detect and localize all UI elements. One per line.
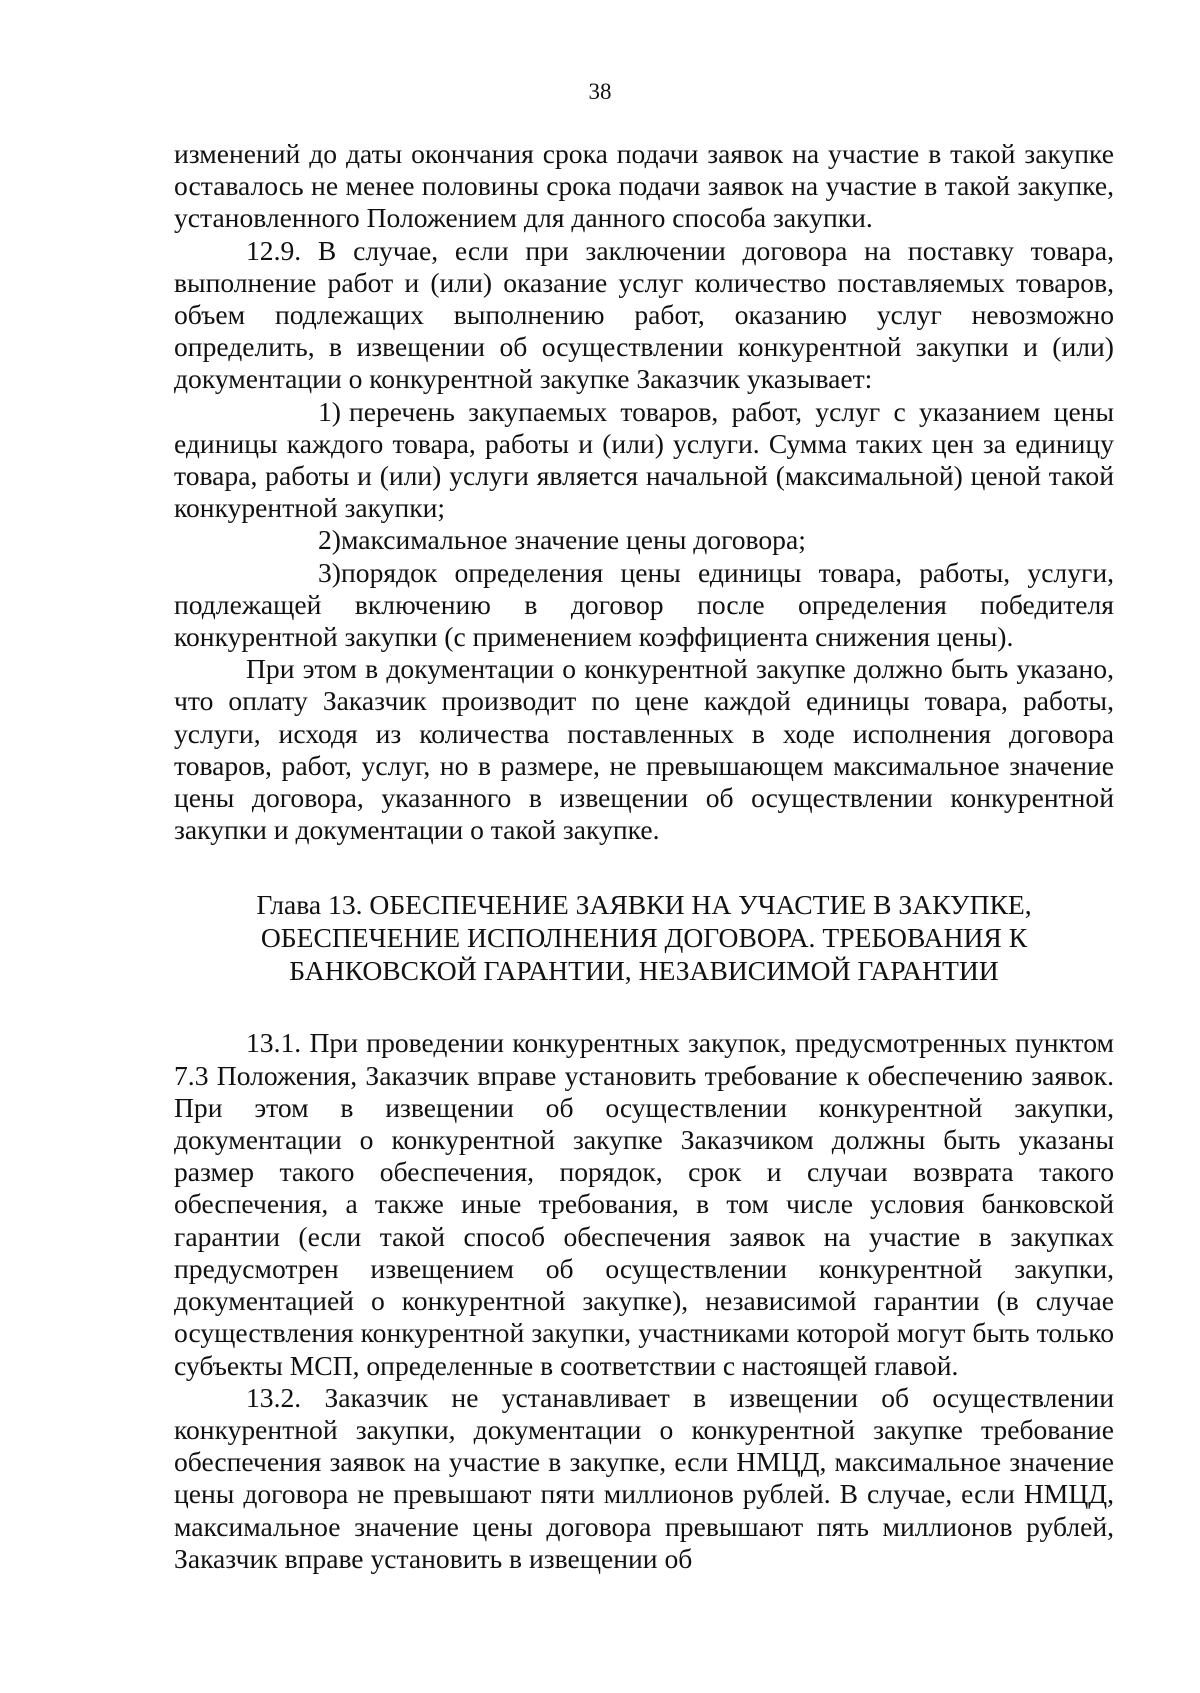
list-item-2: [174, 524, 1114, 556]
document-body: [174, 138, 1114, 1575]
chapter-heading-line: Глава 13. ОБЕСПЕЧЕНИЕ ЗАЯВКИ НА УЧАСТИЕ В ЗАКУПКЕ,: [256, 889, 1032, 921]
list-item-1: [174, 396, 1114, 525]
list-item-number: 1): [318, 395, 341, 427]
list-item-3: [174, 557, 1114, 654]
paragraph-continuation: изменений до даты окончания срока подачи заявок на участие в такой закупке оставалось не менее половины срока подачи заявок на участие в такой закупке, установленного Положением для данного способа закупки.: [174, 138, 1114, 234]
list-item-number: 2): [318, 524, 341, 556]
paragraph-13-1: 13.1. При проведении конкурентных закупок, предусмотренных пунктом 7.3 Положения, Заказчик вправе установить требование к обеспечению заявок. При этом в извещении об осуществлении конкурентной закупки, документации о конкурентной закупке Заказчиком должны быть указаны размер такого обеспечения, порядок, срок и случаи возврата такого обеспечения, а также иные требования, в том числе условия банковской гарантии (если такой способ обеспечения заявок на участие в закупках предусмотрен извещением об осуществлении конкурентной закупки, документацией о конкурентной закупке), независимой гарантии (в случае осуществления конкурентной закупки, участниками которой могут быть только субъекты МСП, определенные в соответствии с настоящей главой.: [174, 1027, 1114, 1381]
paragraph-13-2: 13.2. Заказчик не устанавливает в извещении об осуществлении конкурентной закупки, документации о конкурентной закупке требование обеспечения заявок на участие в закупке, если НМЦД, максимальное значение цены договора не превышают пяти миллионов рублей. В случае, если НМЦД, максимальное значение цены договора превышают пять миллионов рублей, Заказчик вправе установить в извещении об: [174, 1381, 1114, 1574]
list-item-number: 3): [318, 556, 341, 588]
chapter-heading: [174, 888, 1114, 987]
list-item-text: максимальное значение цены договора;: [341, 524, 806, 556]
paragraph-payment: При этом в документации о конкурентной закупке должно быть указано, что оплату Заказчик производит по цене каждой единицы товара, работы, услуги, исходя из количества поставленных в ходе исполнения договора товаров, работ, услуг, но в размере, не превышающем максимальное значение цены договора, указанного в извещении об осуществлении конкурентной закупки и документации о такой закупке.: [174, 653, 1114, 846]
paragraph-12-9: 12.9. В случае, если при заключении договора на поставку товара, выполнение работ и (или) оказание услуг количество поставляемых товаров, объем подлежащих выполнению работ, оказанию услуг невозможно определить, в извещении об осуществлении конкурентной закупки и (или) документации о конкурентной закупке Заказчик указывает:: [174, 234, 1114, 395]
list-item-text: порядок определения цены единицы товара, работы, услуги, подлежащей включению в договор после определения победителя конкурентной закупки (с применением коэффициента снижения цены).: [174, 556, 1114, 653]
list-item-text: перечень закупаемых товаров, работ, услуг с указанием цены единицы каждого товара, работы и (или) услуги. Сумма таких цен за единицу товара, работы и (или) услуги является начальной (максимальной) ценой такой конкурентной закупки;: [174, 395, 1114, 524]
chapter-heading-line: БАНКОВСКОЙ ГАРАНТИИ, НЕЗАВИСИМОЙ ГАРАНТИИ: [289, 955, 999, 987]
chapter-heading-line: ОБЕСПЕЧЕНИЕ ИСПОЛНЕНИЯ ДОГОВОРА. ТРЕБОВАНИЯ К: [260, 922, 1028, 954]
page-number: 38: [588, 79, 612, 104]
